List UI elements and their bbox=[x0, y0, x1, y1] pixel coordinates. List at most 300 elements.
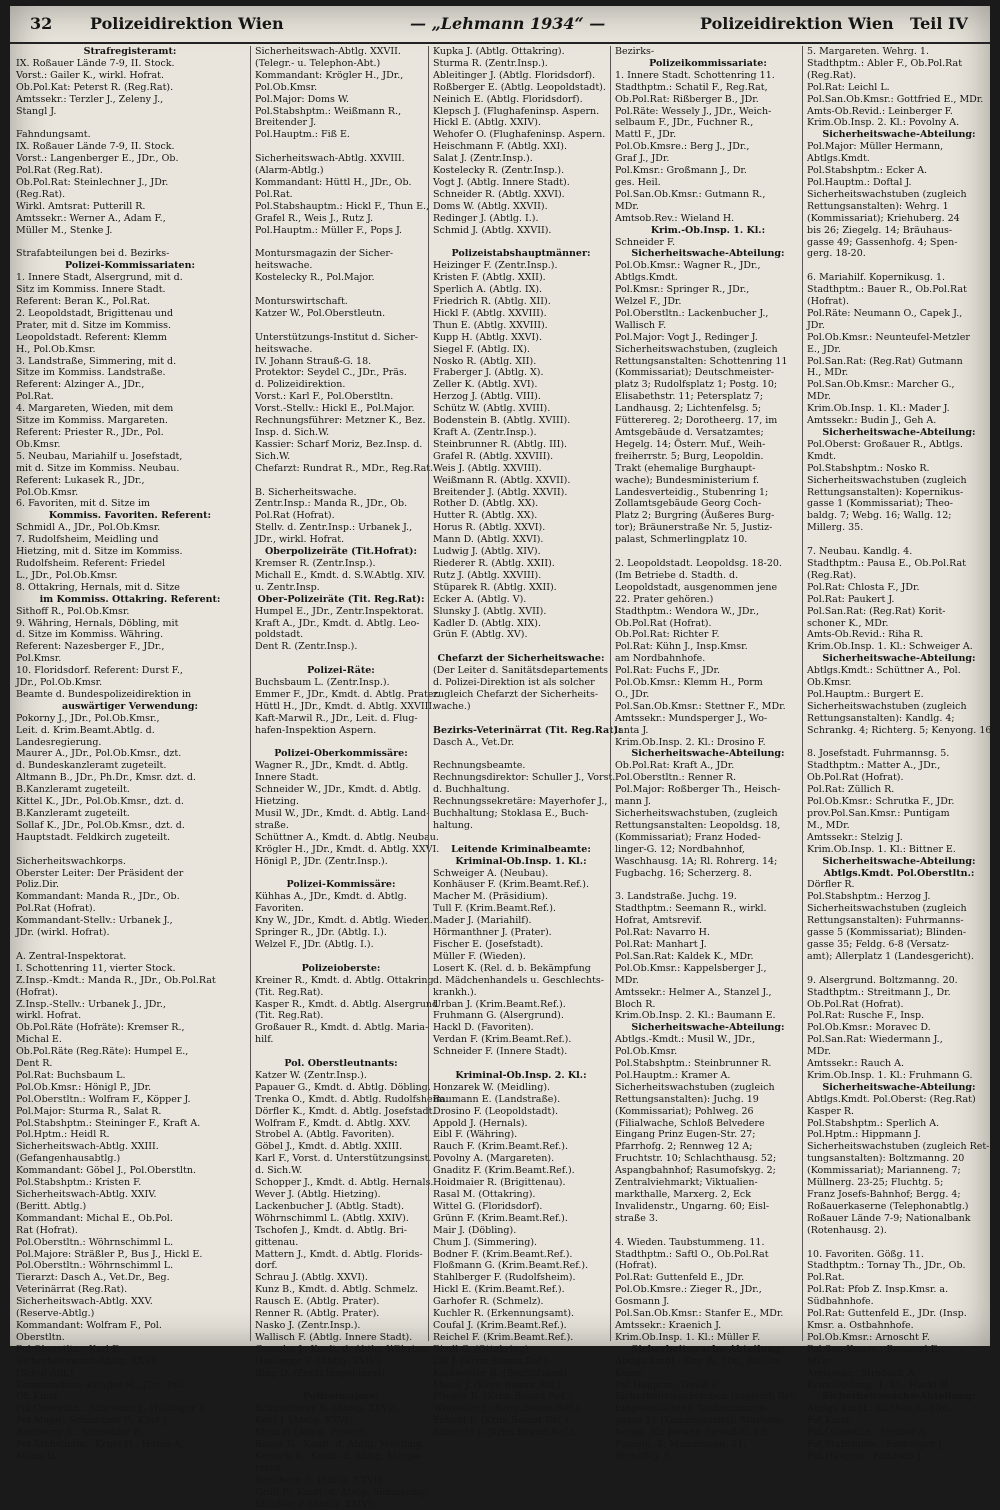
text-line: ges. Heil. bbox=[615, 176, 661, 188]
text-line: Sicherheitswachstuben, (zugleich bbox=[615, 808, 778, 819]
text-line: Pol.Stabshptm.: Ecker A. bbox=[807, 165, 928, 177]
text-line: Montursmagazin der Sicher- bbox=[255, 248, 394, 260]
text-line: 1. Innere Stadt. Schottenring 11. bbox=[615, 69, 775, 81]
text-line: Schopper J., Kmdt. d. Abtlg. Hernals. bbox=[255, 1177, 434, 1189]
text-line: Katzer W. (Zentr.Insp.). bbox=[255, 1069, 367, 1081]
text-line: Krim.Ob.Insp. 2. Kl.: Povolny A. bbox=[807, 117, 960, 129]
text-line: Pol.Rat: Manhart J. bbox=[615, 938, 707, 950]
text-line: Pol.Ob.Kmsr.: Kappelsberger J., bbox=[615, 962, 767, 974]
text-line: Kommandant-Stellv.: Urbanek J., bbox=[16, 915, 173, 927]
text-line: Abtlgs.Kmdt. bbox=[615, 272, 678, 284]
text-line: Rother D. (Abtlg. XX). bbox=[433, 498, 539, 510]
text-line: Pol.Ob.Kmsr.: Klemm H., Porm bbox=[615, 677, 763, 689]
text-line: Stadthptm.: Pausa E., Ob.Pol.Rat bbox=[807, 557, 966, 569]
text-line: Buchhaltung; Stoklasa E., Buch- bbox=[433, 808, 589, 819]
text-line: (Alarm-Abtlg.) bbox=[255, 165, 324, 177]
text-line: Rienößlg. 6. bbox=[615, 1450, 674, 1462]
text-line: Zollamtsgebäude Georg Coch- bbox=[615, 498, 762, 510]
text-line: Sicherheitswachstuben (zugleich bbox=[807, 474, 967, 486]
text-line: H., Pol.Ob.Kmsr. bbox=[16, 343, 96, 355]
text-line: Ob.Pol.Rat: Rißberger B., JDr. bbox=[615, 93, 759, 105]
text-line: Siegel F. (Abtlg. IX). bbox=[433, 343, 530, 355]
text-line: Pfarrhofg. 2; Rennweg 12 A; bbox=[615, 1141, 753, 1153]
text-line: Vogt J. (Abtlg. Innere Stadt). bbox=[433, 176, 570, 188]
text-line: Schweiger A. (Neubau). bbox=[433, 867, 549, 879]
text-line: Grüll F., Kmdt. d. Abtlg. Simmering. bbox=[255, 1486, 429, 1498]
text-line: Welzel F., JDr. bbox=[615, 296, 682, 308]
text-line: Rettungsanstalten): Wehrg. 1 bbox=[807, 200, 949, 212]
text-line: Pol.Ob.Kmsr. bbox=[615, 1046, 678, 1058]
text-line: JDr., Pol.Ob.Kmsr. bbox=[16, 677, 103, 689]
text-line: Kraft A., JDr., Kmdt. d. Abtlg. Leo- bbox=[255, 617, 420, 629]
text-line: Roßauerkaserne (Telephonabtlg.) bbox=[807, 1200, 969, 1212]
text-line: Kasper R., Kmdt. d. Abtlg. Alsergrund bbox=[255, 998, 439, 1010]
text-line: Wolfram F., Kmdt. d. Abtlg. XXV. bbox=[255, 1117, 411, 1129]
text-line: Pol.San.Ob.Kmsr.: Gutmann R., bbox=[615, 188, 766, 200]
text-line: Nasko J. (Zentr.Insp.). bbox=[255, 1319, 361, 1331]
text-line: Polizei-Oberkommissäre: bbox=[274, 748, 408, 760]
text-line: amt); Allerplatz 1 (Landesgericht). bbox=[807, 950, 974, 962]
text-line: Kostelecky R. (Zentr.Insp.). bbox=[433, 165, 565, 177]
text-line: (Reg.Rat). bbox=[16, 188, 66, 200]
text-line: Pol. Oberstleutnants: bbox=[284, 1058, 398, 1070]
text-line: Pol.San.Rat: Wiedermann J., bbox=[807, 1034, 943, 1046]
text-line: Schmidl A., JDr., Pol.Ob.Kmsr. bbox=[16, 522, 161, 534]
text-line: Bertlberg R., Schneider R. bbox=[16, 1427, 144, 1439]
text-line: Sicherheitswachkorps. bbox=[16, 855, 126, 867]
text-line: Amtssekr.: Rauch A. bbox=[807, 1058, 905, 1070]
text-line: Pol.Rat: Buchsbaum L. bbox=[16, 1069, 126, 1081]
text-line: Pokorny J., JDr., Pol.Ob.Kmsr., bbox=[16, 712, 160, 724]
text-line: Kohl J. (Abtlg. XXVI). bbox=[255, 1415, 356, 1427]
text-line: poldstadt. bbox=[255, 629, 304, 641]
text-line: Stadthptm.: Streitmann J., Dr. bbox=[807, 986, 951, 998]
text-line: Sollaf K., JDr., Pol.Ob.Kmsr., dzt. d. bbox=[16, 819, 185, 831]
text-line: Renner R. (Abtlg. Prater). bbox=[255, 1308, 380, 1320]
text-line: Pol.Stabshauptm.: Hickl F., Thun E., bbox=[255, 200, 430, 212]
text-line: Amtssekr.: Budin J., Geh A. bbox=[807, 415, 937, 427]
text-line: Rutz J. (Abtlg. XXVIII). bbox=[433, 569, 542, 581]
text-line bbox=[255, 868, 427, 880]
text-line: Pol.Majore: Sträßler P., Bus J., Hickl E. bbox=[16, 1248, 203, 1260]
text-line: Pol.Major: Vogt J., Redinger J. bbox=[615, 331, 758, 343]
text-line: Pol.Oberstltn.: Lackenbucher J., bbox=[615, 307, 769, 319]
text-line: Schüttner A., Kmdt. d. Abtlg. Neubau. bbox=[255, 831, 439, 843]
text-line: Vorst.: Langenberger E., JDr., Ob. bbox=[16, 153, 179, 165]
text-line: Pol.Hauptm.: David F. bbox=[615, 1379, 720, 1391]
text-column-3 bbox=[428, 46, 622, 1439]
text-line: Mann D. (Abtlg. XXVI). bbox=[433, 534, 544, 546]
text-line: Rechnungsbeamte. bbox=[433, 760, 526, 772]
text-line bbox=[255, 141, 427, 153]
text-line: Dent R. (Zentr.Insp.). bbox=[255, 641, 358, 653]
text-line: (Rotenhausg. 2). bbox=[807, 1224, 887, 1236]
text-line: Sturma R. (Zentr.Insp.). bbox=[433, 57, 548, 69]
text-line: Pol.Ob.Kmsre.: Zieger R., JDr., bbox=[615, 1284, 762, 1296]
text-line: Bodenstein B. (Abtlg. XVIII). bbox=[433, 415, 571, 427]
text-line: Musil W., JDr., Kmdt. d. Abtlg. Land- bbox=[255, 808, 430, 819]
text-line: (Kommissariat); Marianneng. 7; bbox=[807, 1165, 961, 1177]
text-line: Ob.Pol.Rat: Kraft A., JDr. bbox=[615, 760, 735, 772]
text-line: O., JDr. bbox=[615, 688, 650, 700]
text-line: Pol.Stabshptm.: Nosko R. bbox=[807, 462, 930, 474]
text-line: Stadthptm.: Saftl O., Ob.Pol.Rat bbox=[615, 1248, 769, 1260]
text-line: Abtlgs.Kmdt. Pol.Oberst: (Reg.Rat) bbox=[807, 1093, 976, 1105]
text-line: baldg. 7; Webg. 16; Wallg. 12; bbox=[807, 510, 952, 522]
text-line bbox=[255, 951, 427, 963]
text-line: Polizeioberste: bbox=[301, 962, 381, 974]
text-line: Amtssekr.: Terzler J., Zeleny J., bbox=[16, 93, 164, 105]
text-line: Roßauer Lände 7-9; Nationalbank bbox=[807, 1212, 971, 1224]
text-line: Prater, mit d. Sitze im Kommiss. bbox=[16, 319, 172, 331]
text-line: Pol.Hauptm.: Fiß E. bbox=[255, 129, 350, 141]
text-line: Kriminal-Ob.Insp. 1. Kl.: bbox=[455, 855, 587, 867]
text-line: E., JDr. bbox=[807, 343, 841, 355]
text-line: H., MDr. bbox=[807, 367, 849, 379]
text-line: Monturswirtschaft. bbox=[255, 296, 348, 308]
text-line: 22. Prater gehören.) bbox=[615, 593, 714, 605]
text-line bbox=[255, 237, 427, 249]
text-line: auswärtiger Verwendung: bbox=[61, 700, 199, 712]
text-line: (Telegr.- u. Telephon-Abt.) bbox=[255, 57, 381, 69]
text-line: Fugbachg. 16; Scherzerg. 8. bbox=[615, 867, 752, 879]
text-line: Pol.Rat: Rusche F., Insp. bbox=[807, 1010, 925, 1022]
text-line: d. Polizei-Direktion ist als solcher bbox=[433, 677, 595, 689]
text-line: Ob.Kmsr. bbox=[16, 1391, 61, 1403]
text-line: MDr. bbox=[615, 200, 639, 212]
text-line: Wagner R., JDr., Kmdt. d. Abtlg. bbox=[255, 760, 409, 772]
text-line: Sitze im Kommiss. Landstraße. bbox=[16, 367, 166, 379]
text-line bbox=[16, 117, 244, 129]
text-line: Leit. d. Krim.Beamt.Abtlg. d. bbox=[16, 724, 155, 736]
text-line: Pol.Rat: Leichl L. bbox=[807, 81, 890, 93]
text-line: Pol.Oberstltn.: Renner R. bbox=[615, 772, 737, 784]
text-line: Steinbrunner R. (Abtlg. III). bbox=[433, 438, 568, 450]
text-line: Sitz im Kommiss. Innere Stadt. bbox=[16, 284, 166, 296]
text-line: Klepsch J. (Flughafeninsp. Aspern. bbox=[433, 105, 600, 117]
text-line: Pol.San.Ob.Kmsr.: Marcher G., bbox=[807, 379, 955, 391]
header-part-label: Teil IV bbox=[910, 14, 968, 33]
text-line: Kadler D. (Abtlg. XIX). bbox=[433, 617, 542, 629]
text-line: JDr. bbox=[807, 319, 825, 331]
text-line: Pol.Ob.Kmsr.: Hönigl P., JDr. bbox=[16, 1081, 152, 1093]
text-line: Hörmanthner J. (Prater). bbox=[433, 927, 552, 939]
text-line: Appold J. (Hernals). bbox=[433, 1117, 528, 1129]
text-line: Millerg. 35. bbox=[807, 522, 864, 534]
text-line: Abtlgs.Kmdt. bbox=[807, 153, 870, 165]
text-line: Polizei-Kommissariaten: bbox=[65, 260, 195, 272]
text-line: Innere Stadt. bbox=[255, 772, 319, 784]
text-line: Pol.Stabshptm.: Sperlich A. bbox=[807, 1117, 940, 1129]
text-line: Amtsob.Rev.: Wieland H. bbox=[615, 212, 735, 224]
text-line: Südbahnhofe. bbox=[807, 1296, 874, 1308]
text-line: bergg. 32; Johann Strauß-G. 18; bbox=[615, 1427, 770, 1439]
text-line: Pol.Rat. bbox=[807, 1272, 845, 1284]
text-line: Krim.-Ob.Insp. 1. Kl.: bbox=[650, 224, 766, 236]
text-line: d. Sich.W. bbox=[255, 1165, 303, 1177]
text-line: Hoidmaier R. (Brigittenau). bbox=[433, 1177, 566, 1189]
text-line: Schrankg. 4; Richterg. 5; Kenyong. 16. bbox=[807, 724, 995, 736]
text-line: Breitender J. bbox=[255, 117, 317, 129]
text-line: Schmid J. (Abtlg. XXVII). bbox=[433, 224, 552, 236]
text-line bbox=[615, 546, 801, 558]
text-line: Stadthptm.: Bauer R., Ob.Pol.Rat bbox=[807, 284, 967, 296]
text-line: Trakt (ehemalige Burghaupt- bbox=[615, 462, 756, 474]
text-line: straße 3. bbox=[615, 1212, 658, 1224]
text-line: Wittel G. (Floridsdorf). bbox=[433, 1200, 543, 1212]
text-line: Papauer G., Kmdt. d. Abtlg. Döbling. bbox=[255, 1081, 431, 1093]
text-line: Kommandant: Krögler H., JDr., Pol. bbox=[16, 1379, 186, 1391]
text-line: Schmutterer R. (Abtlg. XXVI). bbox=[255, 1403, 399, 1415]
text-line: Abtlgs.Kmdt.: Kny W., JDr., Pol.Ob. bbox=[615, 1355, 782, 1367]
text-line: Mattl F., JDr. bbox=[615, 129, 677, 141]
text-line: Sicherheitswach-Abtlg. XXIV. bbox=[16, 1189, 157, 1200]
text-line bbox=[255, 320, 427, 332]
text-line: Ober-Polizeiräte (Tit. Reg.Rat): bbox=[257, 593, 425, 605]
text-line: B. Sicherheitswache. bbox=[255, 486, 357, 498]
text-line: Abtlgs.Kmdt. Pol.Oberstltn.: bbox=[823, 867, 975, 879]
text-line: Kießwetter R. (Seehilfsamt). bbox=[433, 1367, 571, 1379]
text-line: Hofrat, Amtsrevif. bbox=[615, 915, 702, 927]
text-line: schoner K., MDr. bbox=[807, 617, 889, 629]
text-line: Bertlberg R. (Abtlg. XXVI). bbox=[255, 1474, 385, 1486]
text-line: Hietzing, mit d. Sitze im Kommiss. bbox=[16, 546, 183, 558]
text-line: Kupka J. (Abtlg. Ottakring). bbox=[433, 46, 565, 57]
text-line: 6. Favoriten, mit d. Sitze im bbox=[16, 498, 151, 510]
text-line bbox=[255, 1380, 427, 1392]
text-line: Fütterereg. 2; Dorotheerg. 17, im bbox=[615, 415, 778, 427]
text-line: Sicherheitswachstuben (zugleich bbox=[807, 700, 967, 712]
text-line: Schneider R. (Abtlg. XXVI). bbox=[433, 188, 565, 200]
text-line: B.Kanzleramt zugeteilt. bbox=[16, 808, 130, 819]
text-line: Pol.Oberstltn.: Wöhrnschimml L. bbox=[16, 1236, 174, 1248]
text-line bbox=[807, 963, 991, 975]
text-line: Pol.Rat: Pfob Z. Insp.Kmsr. a. bbox=[807, 1284, 949, 1296]
text-line: Eibl F. (Währing). bbox=[433, 1129, 518, 1141]
text-line: Leitende Kriminalbeamte: bbox=[451, 843, 591, 855]
text-line: Kremser R. (Zentr.Insp.). bbox=[255, 557, 376, 569]
text-line: Ob.Pol.Rat: Richter F. bbox=[615, 629, 720, 641]
text-line: Pol.Stabshptm.: Steinbrunner R. bbox=[615, 1058, 772, 1070]
text-line: Strafabteilungen bei d. Bezirks- bbox=[16, 248, 170, 260]
text-line: Pol.San.Ob.Kmsr.: Stettner F., MDr. bbox=[615, 700, 786, 712]
text-line: gerg. 18-20. bbox=[807, 248, 866, 260]
text-line: Pol.Rat. bbox=[16, 391, 54, 403]
text-line: Weißmann R. (Abtlg. XXVII). bbox=[433, 474, 571, 486]
text-line: Rettungsanstalten: Schottenring 11 bbox=[615, 355, 788, 367]
text-line: Pol.Rat (Hofrat). bbox=[255, 510, 335, 522]
text-line: Rudolfsheim. Referent: Friedel bbox=[16, 557, 166, 569]
text-line: Sich.W. bbox=[255, 450, 291, 462]
text-line: Kriminal-Ob.Insp. 2. Kl.: bbox=[455, 1069, 587, 1081]
text-column-4 bbox=[610, 46, 801, 1462]
text-line: Pol.Ob.Kmsre.: Berg J., JDr., bbox=[615, 141, 750, 153]
text-line: Kommandant: Manda R., JDr., Ob. bbox=[16, 891, 180, 903]
text-line: Krim.Ob.Insp. 1. Kl.: Schweiger A. bbox=[807, 641, 973, 653]
text-line: freiherrstr. 5; Burg, Leopoldin. bbox=[615, 450, 764, 462]
text-line: 10. Floridsdorf. Referent: Durst F., bbox=[16, 665, 183, 677]
text-line: Krim.Ob.Insp. 1. Kl.: Fruhmann G. bbox=[807, 1069, 973, 1081]
text-line: Kristen F. (Abtlg. XXII). bbox=[433, 272, 546, 284]
text-line: Sicherheitswachstuben (zugleich bbox=[807, 903, 967, 915]
text-line: Krim.Ob.Insp. 1. Kl.: Mader J. bbox=[807, 403, 950, 415]
header-left-title: Polizeidirektion Wien bbox=[90, 14, 284, 33]
text-line: Chefarzt der Sicherheitswache: bbox=[437, 653, 605, 665]
text-line: Winwater J. (Krim.Beamt.Ref.). bbox=[433, 1403, 582, 1415]
text-line: (Filialwache, Schloß Belvedere bbox=[615, 1117, 765, 1129]
text-line bbox=[615, 879, 801, 891]
text-line: Landhausg. 2; Lichtenfelsg. 5; bbox=[615, 403, 762, 415]
text-line: Tull F. (Krim.Beamt.Ref.). bbox=[433, 903, 556, 915]
text-line: Breitender J. (Abtlg. XXVII). bbox=[433, 486, 568, 498]
text-line: Friedrich R. (Abtlg. XII). bbox=[433, 296, 551, 308]
text-line: platz 3; Rudolfsplatz 1; Postg. 10; bbox=[615, 379, 778, 391]
text-line: Eingang Prinz Eugen-Str. 27; bbox=[615, 1129, 756, 1141]
text-line: Oberpolizeiräte (Tit.Hofrat): bbox=[265, 546, 417, 558]
text-line: Amtssekr.: Helmer A., Stanzel J., bbox=[615, 986, 772, 998]
text-line: Kittel K., JDr., Pol.Ob.Kmsr., dzt. d. bbox=[16, 796, 184, 808]
text-line: Losert K. (Rel. d. b. Bekämpfung bbox=[433, 962, 591, 974]
text-line: Bloch R. bbox=[615, 998, 656, 1010]
text-line: Kostelecky R., Pol.Major. bbox=[255, 272, 375, 284]
text-line: Pol.Major: Müller Hermann, bbox=[807, 141, 944, 153]
text-line: Leopoldstadt. Referent: Klemm bbox=[16, 331, 167, 343]
text-line: Vorst.-Stellv.: Hickl E., Pol.Major. bbox=[255, 403, 415, 415]
text-line: Nosko R. (Abtlg. XII). bbox=[433, 355, 537, 367]
text-line: Kupp H. (Abtlg. XXVI). bbox=[433, 331, 543, 343]
text-line: Doms W. (Abtlg. XXVII). bbox=[433, 200, 548, 212]
text-line: d. Polizeidirektion. bbox=[255, 379, 346, 391]
text-line: (Schul-Abt.) bbox=[16, 1367, 74, 1379]
text-line: Pol.Hauptm.: Doftal J. bbox=[807, 176, 912, 188]
text-line: gasse 35; Feldg. 6-8 (Versatz- bbox=[807, 938, 950, 950]
text-line: Amts-Ob.Revid.: Leinberger F. bbox=[807, 105, 953, 117]
text-line bbox=[16, 844, 244, 856]
text-line: (Hofrat). bbox=[16, 986, 58, 998]
text-line bbox=[433, 641, 609, 653]
text-line: Chum J. (Simmering). bbox=[433, 1236, 538, 1248]
text-line: Pol.Ob.Kmsr.: Wagner R., JDr., bbox=[615, 260, 761, 272]
text-line: Kraft A. (Zentr.Insp.). bbox=[433, 427, 537, 438]
text-line: Pol.Ob.Kmsr. bbox=[255, 81, 318, 93]
text-line: gittenau. bbox=[255, 1236, 299, 1248]
text-line: Sicherheitswach-Abtlg. XXVII. bbox=[255, 46, 401, 57]
text-line: Abtlgs.Kmdt.: Kühhas A., JDr., bbox=[807, 1403, 952, 1415]
text-line: Sitze im Kommiss. Margareten. bbox=[16, 415, 168, 427]
text-line: Honzarek W. (Meidling). bbox=[433, 1081, 551, 1093]
text-line: Oberster Leiter: Der Präsident der bbox=[16, 867, 184, 879]
text-line: Amtssekr.: Kraenich J. bbox=[615, 1319, 722, 1331]
text-line: IV. Johann Strauß-G. 18. bbox=[255, 355, 372, 367]
text-line: Referent: Nazesberger F., JDr., bbox=[16, 641, 165, 653]
text-line: Roßberger E. (Abtlg. Leopoldstadt). bbox=[433, 81, 606, 93]
text-line: Sicherheitswache-Abteilung: bbox=[822, 1081, 976, 1093]
text-line: Hickl F. (Abtlg. XXVIII). bbox=[433, 307, 547, 319]
text-line: (Im Betriebe d. Stadth. d. bbox=[615, 569, 739, 581]
text-line: Stadthptm.: Tornay Th., JDr., Ob. bbox=[807, 1260, 966, 1272]
text-line: Pol.Oberstltn.: Strobel A. bbox=[807, 1427, 928, 1439]
text-line: Mesel J. (Krim.Beamt.Ref.). bbox=[433, 1379, 565, 1391]
text-line: Iling D. (Zentr.Inspektorat). bbox=[255, 1367, 389, 1379]
text-line: (Kommissariat); Franz Hoded- bbox=[615, 831, 761, 843]
text-line: Strobel A. (Abtlg. Favoriten). bbox=[255, 1129, 395, 1141]
text-line: Springer R., JDr. (Abtlg. I.). bbox=[255, 927, 387, 939]
text-line: wache); Bundesministerium f. bbox=[615, 474, 760, 486]
text-line bbox=[807, 737, 991, 749]
text-line: Floßmann G. (Krim.Beamt.Ref.). bbox=[433, 1260, 589, 1272]
text-line: (Der Leiter d. Sanitätsdepartements bbox=[433, 665, 608, 677]
text-line: Kunz B., Kmdt. d. Abtlg. Schmelz. bbox=[255, 1284, 418, 1296]
text-line: (Hofrat). bbox=[807, 296, 849, 308]
text-line: Franz Josefs-Bahnhof; Bergg. 4; bbox=[807, 1189, 961, 1200]
text-line: Paniglg. 2; Mommseng. 21; bbox=[615, 1439, 747, 1451]
text-line: im Kommiss. Ottakring. Referent: bbox=[39, 593, 221, 605]
text-line: Pol.Rat. bbox=[255, 188, 293, 200]
text-line: mit d. Sitze im Kommiss. Neubau. bbox=[16, 462, 180, 474]
text-line: Wirkl. Amtsrat: Putterill R. bbox=[16, 200, 146, 212]
text-line: Michal E. bbox=[16, 1034, 62, 1046]
text-line: Krim.Ob.Insp. 2. Kl.: Drosino F. bbox=[615, 736, 766, 748]
text-line: d. Bundeskanzleramt zugeteilt. bbox=[16, 760, 167, 772]
text-line: Pol.Major: Sturma R., Salat R. bbox=[16, 1105, 162, 1117]
text-line: Referent: Beran K., Pol.Rat. bbox=[16, 296, 150, 308]
text-line: Fahndungsamt. bbox=[16, 129, 91, 141]
text-line: Elisabethstr. 11; Petersplatz 7; bbox=[615, 391, 764, 403]
text-line: am Nordbahnhofe. bbox=[615, 653, 706, 665]
text-line: Krim.Ob.Insp. 1. Kl.: Hackl H. bbox=[807, 1379, 952, 1391]
text-line: Kommandant: Hüttl H., JDr., Ob. bbox=[255, 176, 412, 188]
text-line: Hönigl P., JDr. (Zentr.Insp.). bbox=[255, 855, 388, 867]
text-line bbox=[807, 260, 991, 272]
text-line: 6. Mariahilf. Kopernikusg. 1. bbox=[807, 272, 946, 284]
text-line: Krim.Ob.Insp. 1. Kl.: Müller F. bbox=[615, 1331, 761, 1343]
text-line: zugleich Chefarzt der Sicherheits- bbox=[433, 688, 599, 700]
text-line: Schrau J. (Abtlg. XXVI). bbox=[255, 1272, 368, 1284]
text-line: Pol.Räte: Neumann O., Capek J., bbox=[807, 307, 963, 319]
text-line: Ableitinger J. (Abtlg. Floridsdorf). bbox=[433, 69, 596, 81]
text-line: Polizeistabshauptmänner: bbox=[451, 248, 591, 260]
text-line: Hauptstadt. Feldkirch zugeteilt. bbox=[16, 831, 171, 843]
text-line: Ob.Pol.Räte (Reg.Räte): Humpel E., bbox=[16, 1046, 189, 1058]
text-line: Sicherheitswach-Abtlg. XXVI. bbox=[16, 1355, 159, 1367]
text-line: Kny W., JDr., Kmdt. d. Abtlg. Wieden. bbox=[255, 915, 433, 927]
text-line: Stadthptm.: Wendora W., JDr., bbox=[615, 605, 760, 617]
text-line: Pol.Kmsr.: Großmann J., Dr. bbox=[615, 165, 747, 177]
text-line: Unterstützungs-Institut d. Sicher- bbox=[255, 331, 418, 343]
text-line: Schant F. (Krim.Beamt.Ref.). bbox=[433, 1415, 571, 1427]
text-line: (Kommissariat); Pohlweg. 26 bbox=[615, 1105, 754, 1117]
text-line: Strafregisteramt: bbox=[83, 46, 177, 57]
text-line: Pol.Hptm.: Heidl R. bbox=[16, 1129, 110, 1141]
text-line: Polizeikommissariate: bbox=[649, 57, 767, 69]
text-line: Pol.San.Rat: Kaldek K., MDr. bbox=[615, 950, 754, 962]
text-line: Kmdt. bbox=[807, 450, 837, 462]
text-line: krankh.). bbox=[433, 986, 477, 998]
text-line: Povolny A. (Margareten). bbox=[433, 1153, 555, 1165]
text-line: Pol.Hauptm.: Müller F., Pops J. bbox=[255, 224, 403, 236]
text-line: Stangl J. bbox=[16, 105, 57, 117]
text-line: Sperlich A. (Abtlg. IX). bbox=[433, 284, 543, 296]
text-line: Referent: Priester R., JDr., Pol. bbox=[16, 427, 164, 438]
text-line bbox=[433, 1058, 609, 1070]
text-line: 10. Favoriten. Gößg. 11. bbox=[807, 1248, 924, 1260]
text-line: 8. Josefstadt. Fuhrmannsg. 5. bbox=[807, 748, 950, 760]
text-line: Pol.Major: Roßberger Th., Heisch- bbox=[615, 784, 781, 796]
text-line: Pol.Stabshptm.: Krpel H., Harus A., bbox=[16, 1439, 188, 1451]
text-line: Rettungsanstalten): Juchg. 19 bbox=[615, 1093, 759, 1105]
text-line: Zentr.Insp.: Manda R., JDr., Ob. bbox=[255, 498, 408, 510]
text-line: Pol.Rat: Guttenfeld E., JDr. (Insp. bbox=[807, 1308, 967, 1320]
